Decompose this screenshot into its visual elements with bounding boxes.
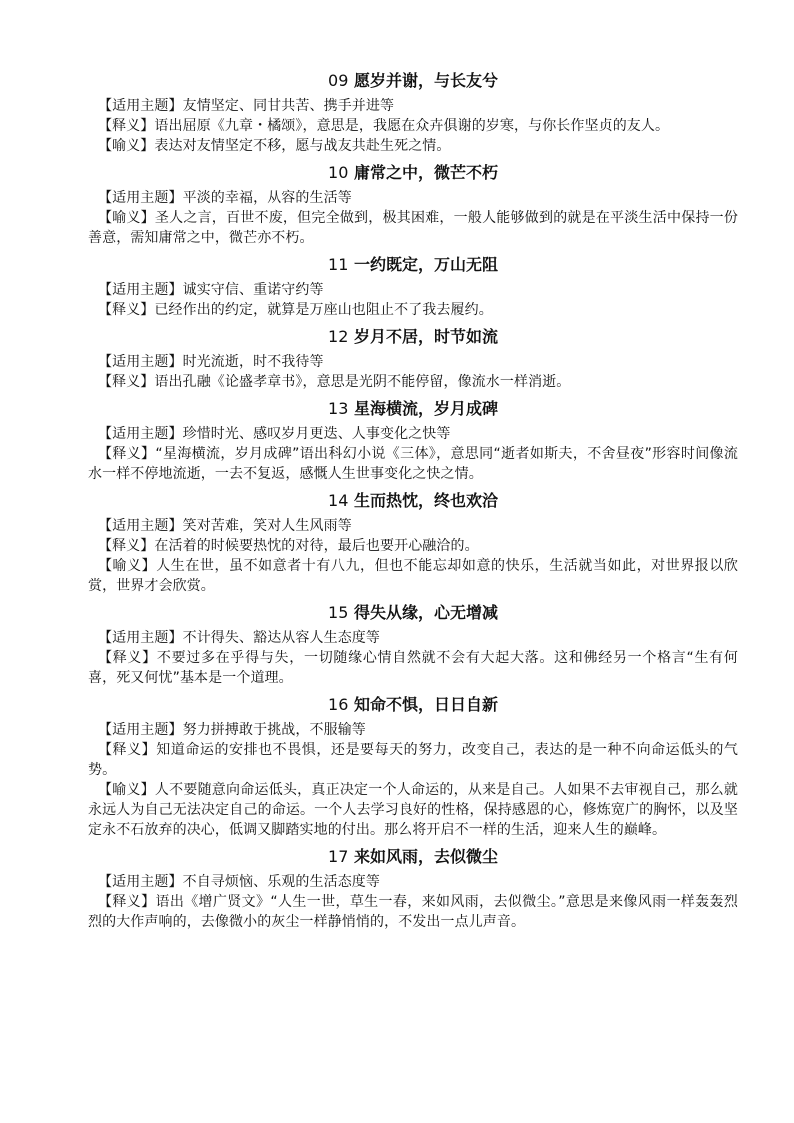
paragraph-text: 努力拼搏敢于挑战，不服输等	[182, 722, 366, 738]
section-number: 09	[328, 71, 349, 90]
section	[88, 326, 738, 392]
paragraph-tag: 【释义】	[98, 374, 155, 390]
section-title: 生而热忱，终也欢洽	[353, 491, 498, 510]
paragraph-text: 人不要随意向命运低头，真正决定一个人命运的，从来是自己。人如果不去审视自己，那么就永远人为自己无法决定自己的命运。一个人去学习良好的性格，保持感恩的心，修炼宽广的胸怀，以及坚定永不石放弃的决心，低调又脚踏实地的付出。那么将开启不一样的生活，迎来人生的巅峰。	[88, 782, 738, 838]
paragraph-text: 珍惜时光、感叹岁月更迭、人事变化之快等	[182, 426, 451, 442]
section-heading	[88, 846, 738, 868]
paragraph-tag: 【喻义】	[98, 138, 155, 154]
paragraph-tag: 【释义】	[98, 894, 156, 910]
paragraph	[88, 208, 738, 248]
paragraph	[88, 872, 738, 892]
section-number: 12	[328, 327, 349, 346]
paragraph	[88, 352, 738, 372]
paragraph-text: 语出《增广贤文》“人生一世，草生一春，来如风雨，去似微尘。”意思是来像风雨一样轰轰烈烈的大作声响的，去像微小的灰尘一样静悄悄的，不发出一点儿声音。	[88, 894, 739, 930]
paragraph-tag: 【适用主题】	[98, 282, 183, 298]
paragraph	[88, 136, 738, 156]
paragraph-text: “星海横流，岁月成碑”语出科幻小说《三体》，意思同“逝者如斯夫，不舍昼夜”形容时间像流水一样不停地流逝，一去不复返，感慨人生世事变化之快之情。	[88, 446, 738, 482]
paragraph	[88, 556, 738, 596]
paragraph-text: 语出孔融《论盛孝章书》，意思是光阴不能停留，像流水一样消逝。	[154, 374, 571, 390]
paragraph-tag: 【适用主题】	[98, 426, 183, 442]
paragraph-text: 在活着的时候要热忱的对待，最后也要开心融洽的。	[154, 538, 479, 554]
paragraph-text: 圣人之言，百世不废，但完全做到，极其困难，一般人能够做到的就是在平淡生活中保持一份善意，需知庸常之中，微芒亦不朽。	[88, 210, 738, 246]
section-title: 一约既定，万山无阻	[353, 255, 498, 274]
paragraph-tag: 【适用主题】	[98, 354, 183, 370]
paragraph	[88, 372, 738, 392]
section-number: 10	[328, 163, 349, 182]
paragraph	[88, 780, 738, 840]
paragraph	[88, 628, 738, 648]
paragraph-text: 不要过多在乎得与失，一切随缘心情自然就不会有大起大落。这和佛经另一个格言“生有何喜，死又何忧”基本是一个道理。	[88, 650, 738, 686]
paragraph-text: 表达对友情坚定不移，愿与战友共赴生死之情。	[154, 138, 451, 154]
paragraph-tag: 【适用主题】	[98, 630, 183, 646]
section	[88, 254, 738, 320]
section	[88, 694, 738, 840]
paragraph-tag: 【释义】	[98, 650, 157, 666]
section-title: 来如风雨，去似微尘	[353, 847, 498, 866]
paragraph-text: 平淡的幸福，从容的生活等	[182, 190, 352, 206]
paragraph	[88, 444, 738, 484]
paragraph-tag: 【喻义】	[98, 210, 155, 226]
section-title: 星海横流，岁月成碑	[353, 399, 498, 418]
paragraph-text: 人生在世，虽不如意者十有八九，但也不能忘却如意的快乐，生活就当如此，对世界报以欣赏，世界才会欣赏。	[88, 558, 739, 594]
section	[88, 162, 738, 248]
paragraph-text: 不自寻烦恼、乐观的生活态度等	[182, 874, 381, 890]
section-title: 岁月不居，时节如流	[353, 327, 498, 346]
document-page	[88, 64, 738, 932]
section-number: 13	[328, 399, 349, 418]
paragraph	[88, 892, 738, 932]
paragraph-tag: 【适用主题】	[98, 722, 183, 738]
paragraph-text: 知道命运的安排也不畏惧，还是要每天的努力，改变自己，表达的是一种不向命运低头的气势。	[88, 742, 739, 778]
paragraph	[88, 280, 738, 300]
paragraph-tag: 【适用主题】	[98, 190, 183, 206]
paragraph-text: 不计得失、豁达从容人生态度等	[182, 630, 381, 646]
section-number: 16	[328, 695, 349, 714]
section	[88, 490, 738, 596]
paragraph-tag: 【适用主题】	[98, 98, 183, 114]
section-heading	[88, 70, 738, 92]
paragraph-tag: 【释义】	[98, 302, 155, 318]
section-title: 愿岁并谢，与长友兮	[353, 71, 498, 90]
paragraph-text: 语出屈原《九章・橘颂》，意思是，我愿在众卉俱谢的岁寒，与你长作坚贞的友人。	[154, 118, 670, 134]
paragraph-text: 友情坚定、同甘共苦、携手并进等	[182, 98, 395, 114]
paragraph	[88, 720, 738, 740]
paragraph-tag: 【适用主题】	[98, 874, 183, 890]
section	[88, 70, 738, 156]
section-heading	[88, 602, 738, 624]
paragraph-text: 已经作出的约定，就算是万座山也阻止不了我去履约。	[154, 302, 493, 318]
paragraph-tag: 【释义】	[98, 538, 155, 554]
section-title: 知命不惧，日日自新	[353, 695, 498, 714]
paragraph-tag: 【释义】	[98, 446, 156, 462]
section-heading	[88, 326, 738, 348]
section-number: 11	[328, 255, 349, 274]
section	[88, 602, 738, 688]
paragraph	[88, 648, 738, 688]
paragraph	[88, 536, 738, 556]
section-heading	[88, 162, 738, 184]
section-number: 15	[328, 603, 349, 622]
paragraph-text: 时光流逝，时不我待等	[182, 354, 324, 370]
paragraph	[88, 116, 738, 136]
section	[88, 846, 738, 932]
section-heading	[88, 694, 738, 716]
section	[88, 398, 738, 484]
section-heading	[88, 490, 738, 512]
section-title: 得失从缘，心无增减	[353, 603, 498, 622]
paragraph	[88, 96, 738, 116]
paragraph	[88, 300, 738, 320]
section-title: 庸常之中，微芒不朽	[353, 163, 498, 182]
paragraph-text: 诚实守信、重诺守约等	[182, 282, 324, 298]
section-heading	[88, 398, 738, 420]
paragraph	[88, 188, 738, 208]
paragraph	[88, 516, 738, 536]
paragraph-tag: 【适用主题】	[98, 518, 183, 534]
paragraph-tag: 【释义】	[98, 742, 157, 758]
paragraph-tag: 【喻义】	[98, 782, 155, 798]
section-heading	[88, 254, 738, 276]
paragraph	[88, 740, 738, 780]
section-number: 17	[328, 847, 349, 866]
section-number: 14	[328, 491, 349, 510]
paragraph	[88, 424, 738, 444]
paragraph-text: 笑对苦难，笑对人生风雨等	[182, 518, 352, 534]
paragraph-tag: 【释义】	[98, 118, 155, 134]
paragraph-tag: 【喻义】	[98, 558, 157, 574]
